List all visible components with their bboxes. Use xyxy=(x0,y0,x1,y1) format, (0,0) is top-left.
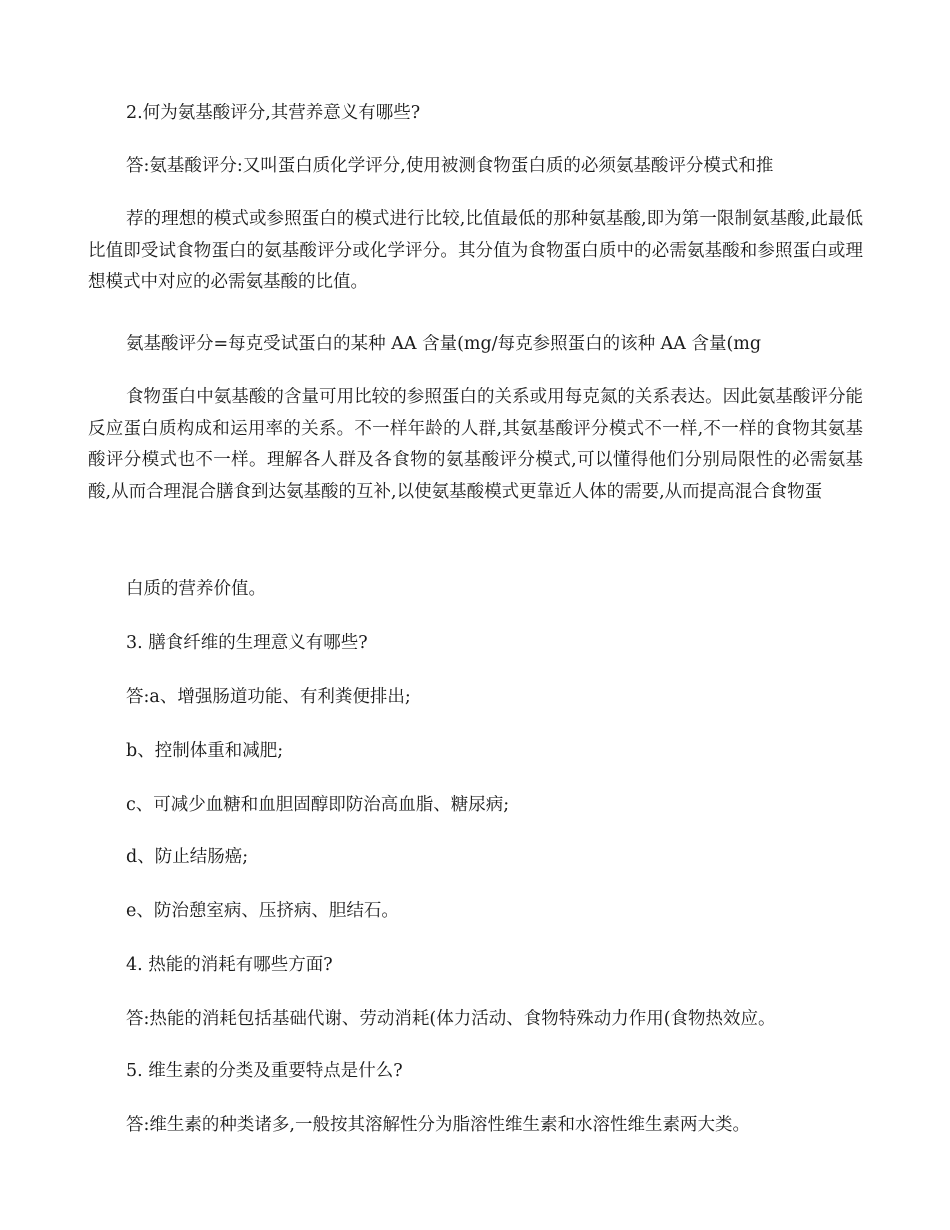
question-2-paragraph-3: 白质的营养价值。 xyxy=(126,579,266,599)
question-3-answer-c: c、可减少血糖和血胆固醇即防治高血脂、糖尿病; xyxy=(126,795,510,815)
question-2-paragraph-2: 食物蛋白中氨基酸的含量可用比较的参照蛋白的关系或用每克氮的关系表达。因此氨基酸评分能反应蛋白质构成和运用率的关系。不一样年龄的人群,其氨基酸评分模式不一样,不一样的食物其氨基酸评分模式也不一样。理解各人群及各食物的氨基酸评分模式,可以懂得他们分别局限性的必需氨基酸,从而合理混合膳食到达氨基酸的互补,以使氨基酸模式更靠近人体的需要,从而提高混合食物蛋 xyxy=(88,387,863,502)
question-2-heading: 2.何为氨基酸评分,其营养意义有哪些? xyxy=(126,103,421,123)
question-4-answer: 答:热能的消耗包括基础代谢、劳动消耗(体力活动、食物特殊动力作用(食物热效应。 xyxy=(126,1009,776,1029)
question-5-answer: 答:维生素的种类诸多,一般按其溶解性分为脂溶性维生素和水溶性维生素两大类。 xyxy=(126,1115,750,1135)
question-5-heading: 5. 维生素的分类及重要特点是什么? xyxy=(126,1061,403,1081)
question-3-heading: 3. 膳食纤维的生理意义有哪些? xyxy=(126,633,368,653)
question-2-answer-intro: 答:氨基酸评分:又叫蛋白质化学评分,使用被测食物蛋白质的必须氨基酸评分模式和推 xyxy=(126,156,774,176)
question-2-paragraph-1: 荐的理想的模式或参照蛋白的模式进行比较,比值最低的那种氨基酸,即为第一限制氨基酸,此最低比值即受试食物蛋白的氨基酸评分或化学评分。其分值为食物蛋白质中的必需氨基酸和参照蛋白或理想模式中对应的必需氨基酸的比值。 xyxy=(88,209,863,292)
question-4-heading: 4. 热能的消耗有哪些方面? xyxy=(126,955,333,975)
question-3-answer-b: b、控制体重和减肥; xyxy=(126,741,284,761)
question-3-answer-e: e、防治憩室病、压挤病、胆结石。 xyxy=(126,901,399,921)
question-3-answer-d: d、防止结肠癌; xyxy=(126,847,249,867)
question-3-answer-a: 答:a、增强肠道功能、有利粪便排出; xyxy=(126,687,411,707)
question-2-formula: 氨基酸评分=每克受试蛋白的某种 AA 含量(mg/每克参照蛋白的该种 AA 含量(mg xyxy=(126,334,762,354)
